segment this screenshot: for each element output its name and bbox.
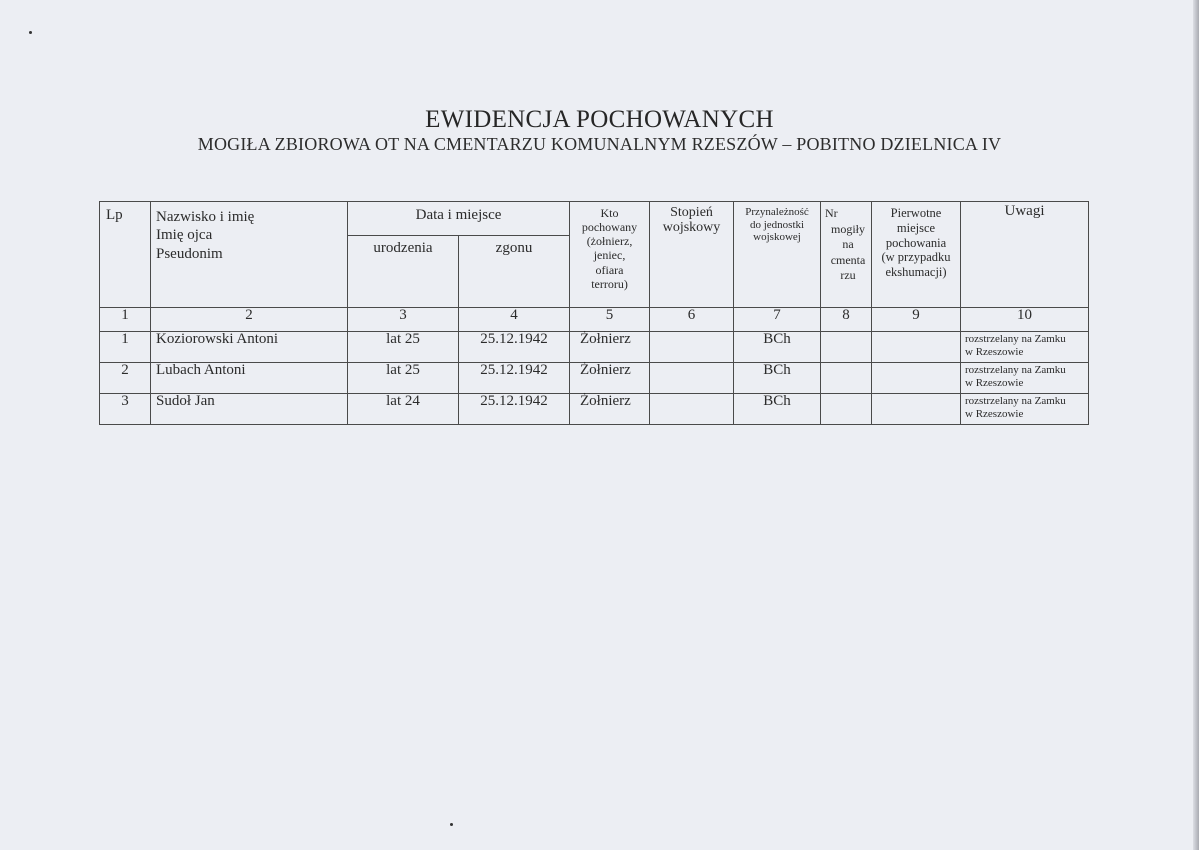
row-name: Sudoł Jan bbox=[151, 394, 348, 425]
row-pierwotne bbox=[872, 363, 961, 394]
header-data-miejsce: Data i miejsce bbox=[348, 202, 570, 236]
row-kto: Żołnierz bbox=[570, 394, 650, 425]
header-przynaleznosc-line: Przynależność bbox=[745, 206, 809, 218]
header-kto-line: terroru) bbox=[591, 276, 628, 291]
header-nr-line: na bbox=[842, 237, 854, 252]
row-nr bbox=[821, 394, 872, 425]
header-kto-line: Kto bbox=[600, 206, 619, 220]
header-lp: Lp bbox=[100, 202, 151, 308]
header-nr-line: cmenta bbox=[830, 252, 866, 267]
column-number: 5 bbox=[570, 308, 650, 332]
header-pierwotne-line: Pierwotne bbox=[890, 206, 942, 220]
header-przynaleznosc-line: wojskowej bbox=[753, 231, 801, 244]
row-stopien bbox=[650, 363, 734, 394]
row-zgonu: 25.12.1942 bbox=[459, 394, 570, 425]
scan-speck bbox=[450, 823, 453, 826]
document-subtitle: MOGIŁA ZBIOROWA OT NA CMENTARZU KOMUNALNYM RZESZÓW – POBITNO DZIELNICA IV bbox=[197, 134, 1002, 154]
header-nr-mogily bbox=[821, 202, 872, 308]
header-stopien bbox=[650, 202, 734, 308]
row-uwagi bbox=[961, 394, 1089, 425]
column-number: 9 bbox=[872, 308, 961, 332]
column-number: 3 bbox=[348, 308, 459, 332]
row-jednostka: BCh bbox=[734, 394, 821, 425]
column-number: 10 bbox=[961, 308, 1089, 332]
header-name-line: Imię ojca bbox=[156, 227, 213, 244]
row-urodzenia: lat 25 bbox=[348, 363, 459, 394]
column-number: 7 bbox=[734, 308, 821, 332]
header-przynaleznosc bbox=[734, 202, 821, 308]
header-pierwotne-line: miejsce bbox=[896, 220, 936, 235]
row-lp: 3 bbox=[100, 394, 151, 425]
header-pierwotne-line: (w przypadku bbox=[881, 250, 951, 265]
header-stopien-line: Stopień bbox=[670, 205, 713, 220]
column-number: 1 bbox=[100, 308, 151, 332]
row-jednostka: BCh bbox=[734, 363, 821, 394]
document-title: EWIDENCJA POCHOWANYCH bbox=[425, 106, 774, 133]
header-name bbox=[151, 202, 348, 308]
header-pierwotne-line: ekshumacji) bbox=[885, 265, 947, 279]
header-nr-line: mogiły bbox=[831, 221, 866, 236]
row-name: Lubach Antoni bbox=[151, 363, 348, 394]
row-uwagi-line: rozstrzelany na Zamku bbox=[965, 364, 1066, 376]
header-nr-line: Nr bbox=[825, 206, 838, 220]
header-stopien-line: wojskowy bbox=[662, 219, 721, 235]
column-number: 6 bbox=[650, 308, 734, 332]
row-urodzenia: lat 24 bbox=[348, 394, 459, 425]
row-pierwotne bbox=[872, 394, 961, 425]
row-uwagi-line: w Rzeszowie bbox=[965, 407, 1024, 420]
header-kto-line: jeniec, bbox=[593, 248, 626, 263]
row-kto: Żołnierz bbox=[570, 332, 650, 363]
row-uwagi-line: rozstrzelany na Zamku bbox=[965, 395, 1066, 407]
header-urodzenia: urodzenia bbox=[348, 236, 459, 308]
row-lp: 2 bbox=[100, 363, 151, 394]
header-kto-line: ofiara bbox=[595, 262, 624, 277]
row-uwagi-line: w Rzeszowie bbox=[965, 376, 1024, 389]
row-urodzenia: lat 25 bbox=[348, 332, 459, 363]
header-kto-line: (żołnierz, bbox=[586, 234, 633, 249]
header-uwagi: Uwagi bbox=[961, 202, 1089, 308]
header-kto-line: pochowany bbox=[581, 220, 638, 235]
table-row bbox=[100, 394, 1089, 425]
row-zgonu: 25.12.1942 bbox=[459, 332, 570, 363]
header-kto-pochowany bbox=[570, 202, 650, 308]
header-pierwotne-line: pochowania bbox=[885, 235, 947, 250]
column-number-row bbox=[100, 308, 1089, 332]
row-stopien bbox=[650, 332, 734, 363]
column-number: 8 bbox=[821, 308, 872, 332]
row-uwagi bbox=[961, 363, 1089, 394]
column-number: 2 bbox=[151, 308, 348, 332]
row-name: Koziorowski Antoni bbox=[151, 332, 348, 363]
header-nr-line: rzu bbox=[840, 268, 856, 283]
header-przynaleznosc-line: do jednostki bbox=[749, 218, 805, 231]
row-uwagi bbox=[961, 332, 1089, 363]
table-row bbox=[100, 363, 1089, 394]
row-jednostka: BCh bbox=[734, 332, 821, 363]
row-pierwotne bbox=[872, 332, 961, 363]
column-number: 4 bbox=[459, 308, 570, 332]
row-lp: 1 bbox=[100, 332, 151, 363]
header-pierwotne-miejsce bbox=[872, 202, 961, 308]
row-kto: Żołnierz bbox=[570, 363, 650, 394]
row-zgonu: 25.12.1942 bbox=[459, 363, 570, 394]
header-zgonu: zgonu bbox=[459, 236, 570, 308]
header-name-line: Pseudonim bbox=[156, 245, 223, 262]
row-uwagi-line: w Rzeszowie bbox=[965, 345, 1024, 358]
burial-register-table bbox=[99, 201, 1089, 425]
scan-speck bbox=[29, 31, 32, 34]
row-uwagi-line: rozstrzelany na Zamku bbox=[965, 333, 1066, 345]
row-stopien bbox=[650, 394, 734, 425]
row-nr bbox=[821, 363, 872, 394]
header-name-line: Nazwisko i imię bbox=[156, 209, 255, 225]
table-row bbox=[100, 332, 1089, 363]
row-nr bbox=[821, 332, 872, 363]
header-row-1 bbox=[100, 202, 1089, 236]
